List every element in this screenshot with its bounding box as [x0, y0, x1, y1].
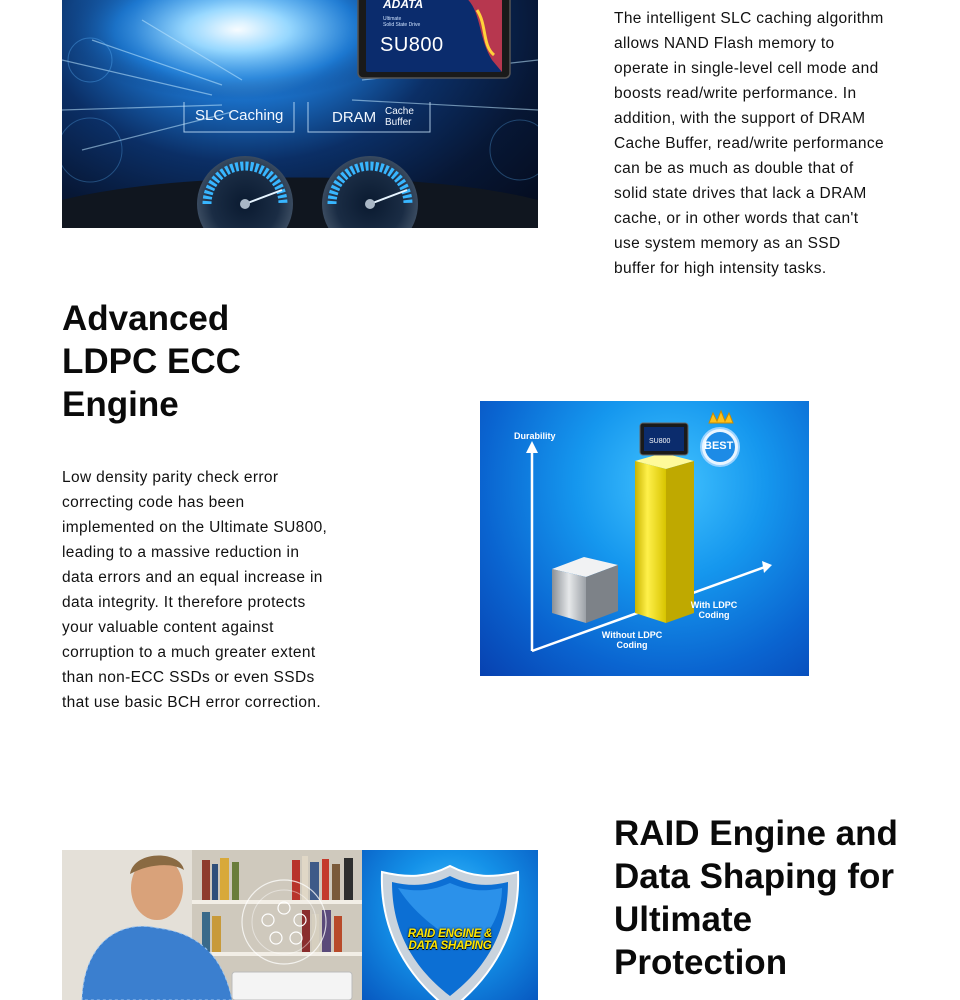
ssd-subtitle-line1: Ultimate	[383, 16, 402, 22]
slc-dram-hero-image	[62, 0, 538, 228]
ldpc-durability-image	[480, 401, 809, 676]
ssd-subtitle-line2: Solid State Drive	[383, 22, 421, 28]
best-badge: BEST	[704, 440, 734, 452]
raid-shield-label: RAID ENGINE & DATA SHAPING	[407, 928, 493, 952]
without-ldpc-label: Without LDPC Coding	[601, 630, 663, 650]
dram-label: DRAM	[332, 109, 377, 126]
ldpc-section-title: Advanced LDPC ECC Engine	[62, 299, 241, 424]
raid-engine-image	[62, 850, 538, 1000]
cache-label-line2: Buffer	[385, 117, 412, 128]
cache-label-line1: Cache	[385, 106, 414, 117]
raid-illustration	[62, 850, 538, 1000]
ldpc-description: Low density parity check error correcting code has been implemented on the Ultimate SU800, leading to a massive reduction in data errors and an equal increase in data integrity. It therefore protects your valuable content against corruption to a much greater extent than non-ECC SSDs or even SSDs that use basic BCH error correction.	[62, 469, 328, 711]
ssd-model-label: SU800	[380, 34, 444, 56]
slc-caching-label: SLC Caching	[195, 107, 284, 124]
raid-section-title: RAID Engine and Data Shaping for Ultimate Protection	[614, 814, 898, 982]
with-ldpc-label: With LDPC Coding	[690, 600, 738, 620]
ssd-brand-logo: ADATA	[383, 0, 424, 11]
hero-illustration	[62, 0, 538, 228]
mini-ssd-label: SU800	[649, 438, 671, 445]
slc-caching-description: The intelligent SLC caching algorithm allows NAND Flash memory to operate in single-level cell mode and boosts read/write performance. In addition, with the support of DRAM Cache Buffer, read/write performance can be as much as double that of solid state drives that lack a DRAM cache, or in other words that can't use system memory as an SSD buffer for high intensity tasks.	[614, 10, 884, 277]
durability-axis-label: Durability	[514, 431, 556, 441]
